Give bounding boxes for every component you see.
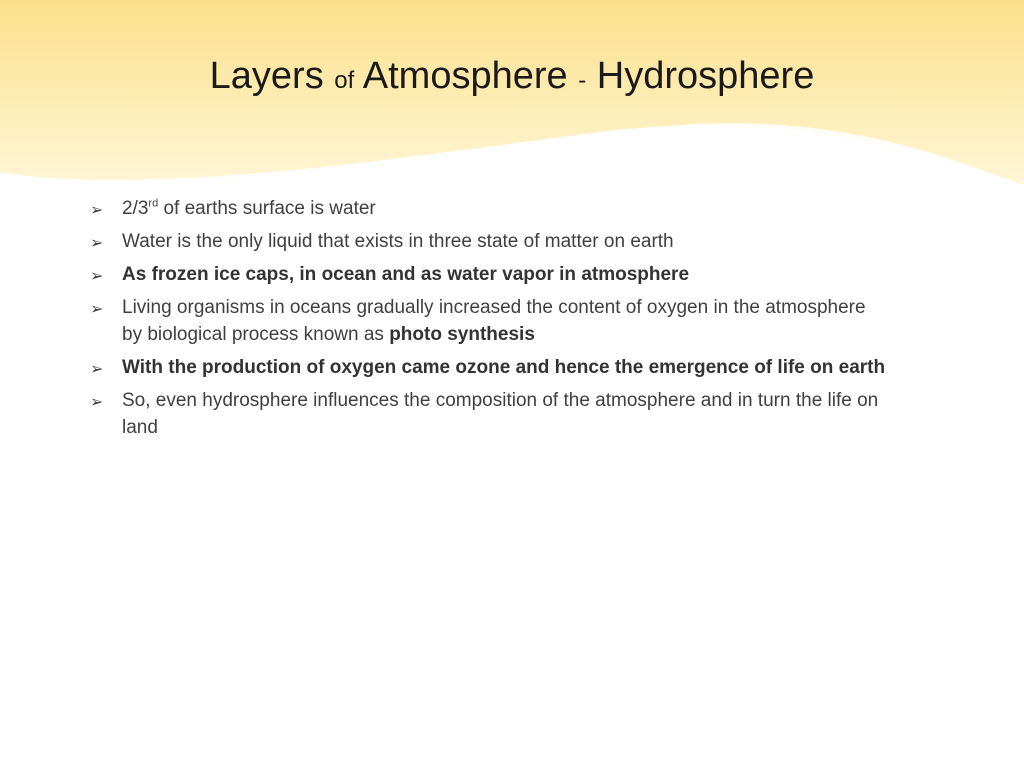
- title-dash: -: [578, 67, 587, 94]
- bullet-text-main: Living organisms in oceans gradually increased the content of oxygen in the atmosphere by biological process known as: [122, 297, 866, 345]
- bullet-item: [88, 228, 888, 255]
- title-word-layers: Layers: [209, 55, 324, 97]
- bullet-text-bold: As frozen ice caps, in ocean and as water vapor in atmosphere: [122, 264, 690, 285]
- bullet-text-emphasis: photo synthesis: [389, 324, 535, 345]
- bullet-text-fraction: 2/3: [122, 198, 149, 219]
- arrow-bullet-icon: ➢: [90, 200, 104, 219]
- bullet-item: [88, 195, 888, 222]
- arrow-bullet-icon: ➢: [90, 233, 104, 252]
- bullet-item: [88, 261, 888, 288]
- bullet-text: [122, 198, 376, 219]
- arrow-bullet-icon: ➢: [90, 266, 104, 285]
- title-word-atmosphere: Atmosphere: [362, 55, 568, 97]
- arrow-bullet-icon: ➢: [90, 299, 104, 318]
- bullet-text-bold: With the production of oxygen came ozone and hence the emergence of life on earth: [122, 357, 886, 378]
- bullet-text: So, even hydrosphere influences the composition of the atmosphere and in turn the life on land: [122, 390, 879, 438]
- slide-title: [0, 52, 1024, 105]
- bullet-superscript: rd: [148, 197, 159, 210]
- bullet-item: [88, 387, 888, 441]
- bullet-item: [88, 354, 888, 381]
- bullet-list: [88, 195, 888, 447]
- bullet-text: [122, 297, 866, 345]
- title-word-hydrosphere: Hydrosphere: [596, 55, 815, 97]
- title-word-of: of: [334, 67, 355, 94]
- bullet-item: [88, 294, 888, 348]
- arrow-bullet-icon: ➢: [90, 359, 104, 378]
- arrow-bullet-icon: ➢: [90, 392, 104, 411]
- bullet-text-rest: of earths surface is water: [158, 198, 376, 219]
- bullet-text: Water is the only liquid that exists in three state of matter on earth: [122, 231, 674, 252]
